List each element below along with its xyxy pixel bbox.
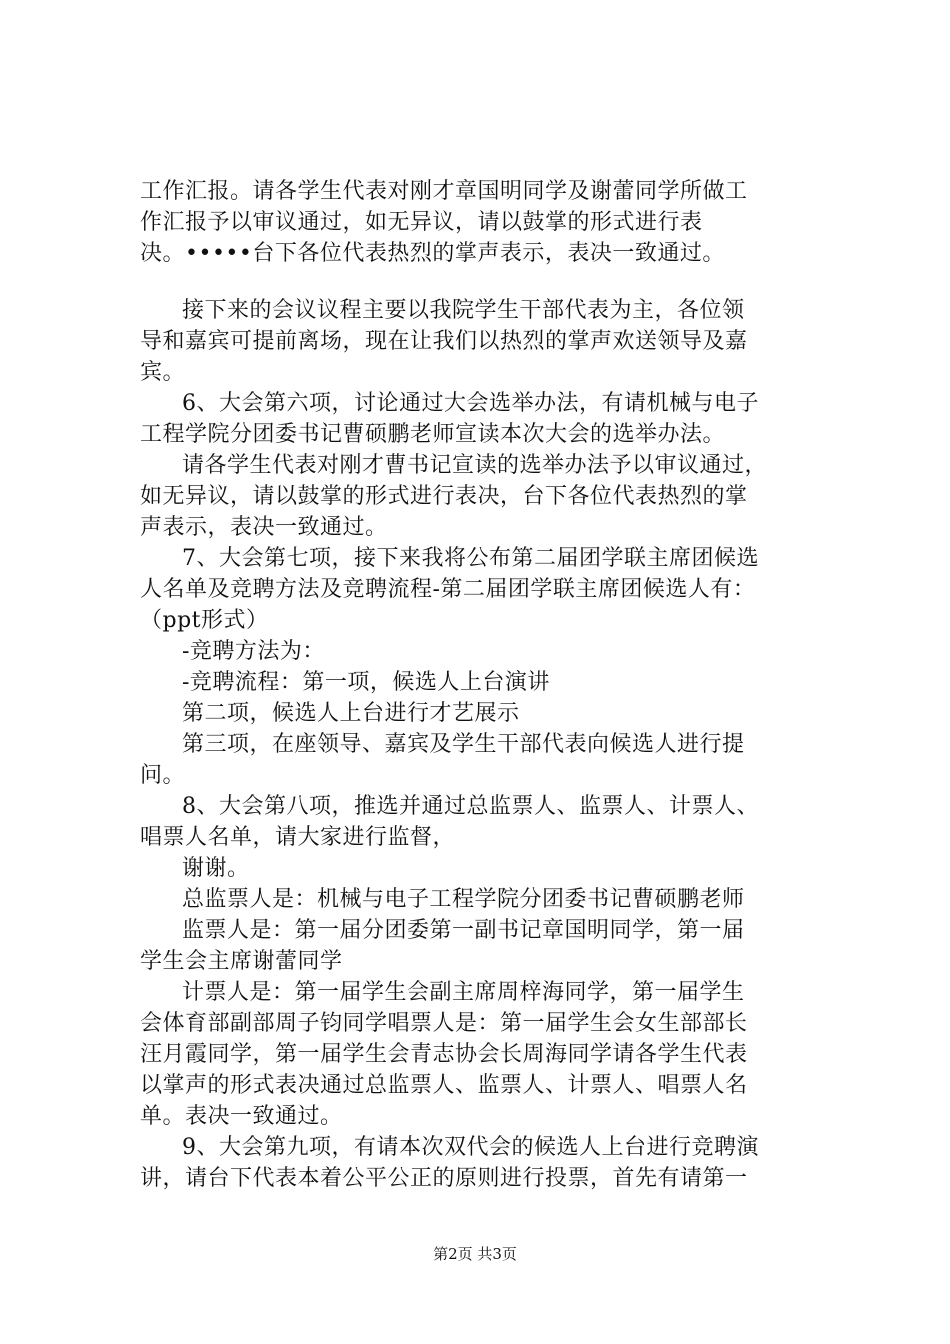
text-line: 第二项，候选人上台进行才艺展示 [182, 701, 520, 726]
text-line: 工程学院分团委书记曹硕鹏老师宣读本次大会的选举办法。 [140, 422, 726, 447]
text-line: -竞聘方法为： [182, 639, 325, 664]
text-line: 7、大会第七项，接下来我将公布第二届团学联主席团候选 [182, 546, 759, 571]
text-line: 谢谢。 [182, 856, 250, 881]
text-line: 第三项，在座领导、嘉宾及学生干部代表向候选人进行提 [182, 732, 745, 757]
text-line: 唱票人名单，请大家进行监督， [140, 825, 456, 850]
text-line: 宾。 [140, 360, 186, 385]
text-line: （ppt形式） [140, 608, 269, 633]
text-line: 接下来的会议议程主要以我院学生干部代表为主，各位领 [182, 298, 745, 323]
text-line: 学生会主席谢蕾同学 [140, 949, 343, 974]
text-line: 讲，请台下代表本着公平公正的原则进行投票，首先有请第一 [140, 1166, 748, 1191]
text-line: 监票人是：第一届分团委第一副书记章国明同学，第一届 [182, 918, 745, 943]
text-line: 总监票人是：机械与电子工程学院分团委书记曹硕鹏老师 [182, 887, 745, 912]
text-line: 6、大会第六项，讨论通过大会选举办法，有请机械与电子 [182, 391, 759, 416]
text-line: 汪月霞同学，第一届学生会青志协会长周海同学请各学生代表 [140, 1042, 748, 1067]
paragraph-gap [140, 269, 840, 295]
text-line: 导和嘉宾可提前离场，现在让我们以热烈的掌声欢送领导及嘉 [140, 329, 748, 354]
text-line: 单。表决一致通过。 [140, 1104, 343, 1129]
text-line: 声表示，表决一致通过。 [140, 515, 388, 540]
text-line: 请各学生代表对刚才曹书记宣读的选举办法予以审议通过， [182, 453, 768, 478]
text-line: 问。 [140, 763, 186, 788]
text-line: 决。•••••台下各位代表热烈的掌声表示，表决一致通过。 [140, 241, 725, 266]
document-body [140, 176, 840, 1194]
text-line: 会体育部副部周子钧同学唱票人是：第一届学生会女生部部长 [140, 1011, 748, 1036]
text-line: -竞聘流程：第一项，候选人上台演讲 [182, 670, 550, 695]
text-line: 9、大会第九项，有请本次双代会的候选人上台进行竞聘演 [182, 1135, 759, 1160]
text-line: 以掌声的形式表决通过总监票人、监票人、计票人、唱票人名 [140, 1073, 748, 1098]
text-line: 作汇报予以审议通过，如无异议，请以鼓掌的形式进行表 [140, 210, 703, 235]
text-line: 如无异议，请以鼓掌的形式进行表决，台下各位代表热烈的掌 [140, 484, 748, 509]
text-line: 工作汇报。请各学生代表对刚才章国明同学及谢蕾同学所做工 [140, 179, 748, 204]
text-line: 8、大会第八项，推选并通过总监票人、监票人、计票人、 [182, 794, 759, 819]
text-line: 人名单及竞聘方法及竞聘流程-第二届团学联主席团候选人有： [140, 577, 756, 602]
page-number-footer: 第2页 共3页 [433, 1245, 517, 1263]
text-line: 计票人是：第一届学生会副主席周梓海同学，第一届学生 [182, 980, 745, 1005]
